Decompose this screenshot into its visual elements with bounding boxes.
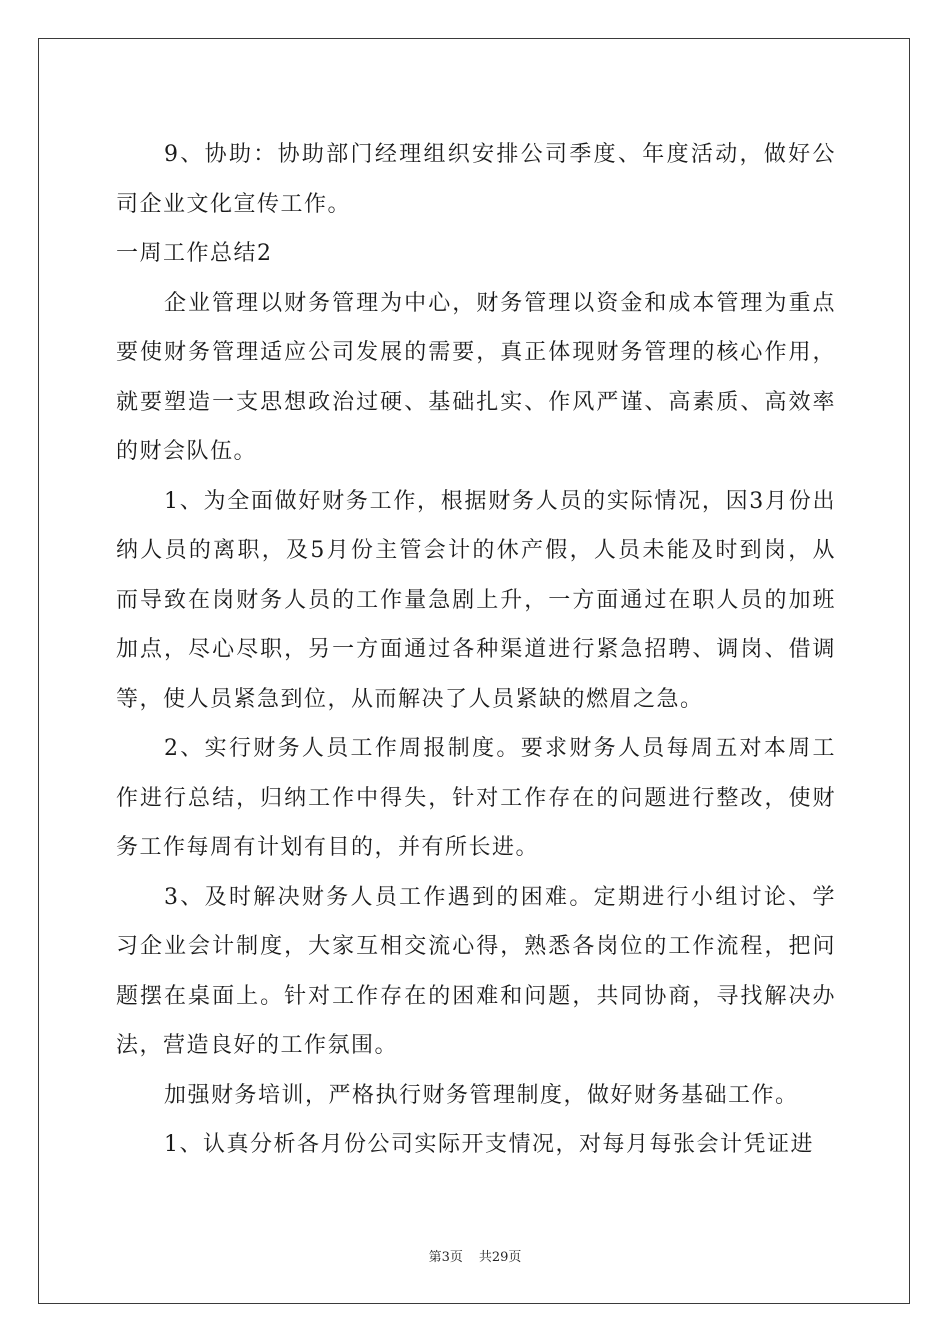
paragraph-training: 加强财务培训，严格执行财务管理制度，做好财务基础工作。 (164, 1082, 799, 1108)
paragraph-intro: 企业管理以财务管理为中心，财务管理以资金和成本管理为重点要使财务管理适应公司发展的需要，真正体现财务管理的核心作用，就要塑造一支思想政治过硬、基础扎实、作风严谨、高素质、高效率的财会队伍。 (116, 290, 836, 464)
document-body (116, 130, 836, 1170)
paragraph-item-1-analysis: 1、认真分析各月份公司实际开支情况，对每月每张会计凭证进 (164, 1132, 814, 1157)
paragraph-item-2-weekly-report: 2、实行财务人员工作周报制度。要求财务人员每周五对本周工作进行总结，归纳工作中得失，针对工作存在的问题进行整改，使财务工作每周有计划有目的，并有所长进。 (116, 736, 836, 860)
paragraph-item-1-staffing: 1、为全面做好财务工作，根据财务人员的实际情况，因3月份出纳人员的离职，及5月份主管会计的休产假，人员未能及时到岗，从而导致在岗财务人员的工作量急剧上升，一方面通过在职人员的加班加点，尽心尽职，另一方面通过各种渠道进行紧急招聘、调岗、借调等，使人员紧急到位，从而解决了人员紧缺的燃眉之急。 (116, 488, 836, 712)
page-number-total: 共29页 (478, 1250, 522, 1265)
paragraph-item-3-difficulties: 3、及时解决财务人员工作遇到的困难。定期进行小组讨论、学习企业会计制度，大家互相交流心得，熟悉各岗位的工作流程，把问题摆在桌面上。针对工作存在的困难和问题，共同协商，寻找解决办法，营造良好的工作氛围。 (116, 884, 836, 1058)
page-footer (0, 1246, 950, 1265)
page-number-current: 第3页 (428, 1250, 463, 1265)
paragraph-item-9-assist: 9、协助：协助部门经理组织安排公司季度、年度活动，做好公司企业文化宣传工作。 (116, 142, 836, 217)
section-heading: 一周工作总结2 (116, 241, 273, 266)
